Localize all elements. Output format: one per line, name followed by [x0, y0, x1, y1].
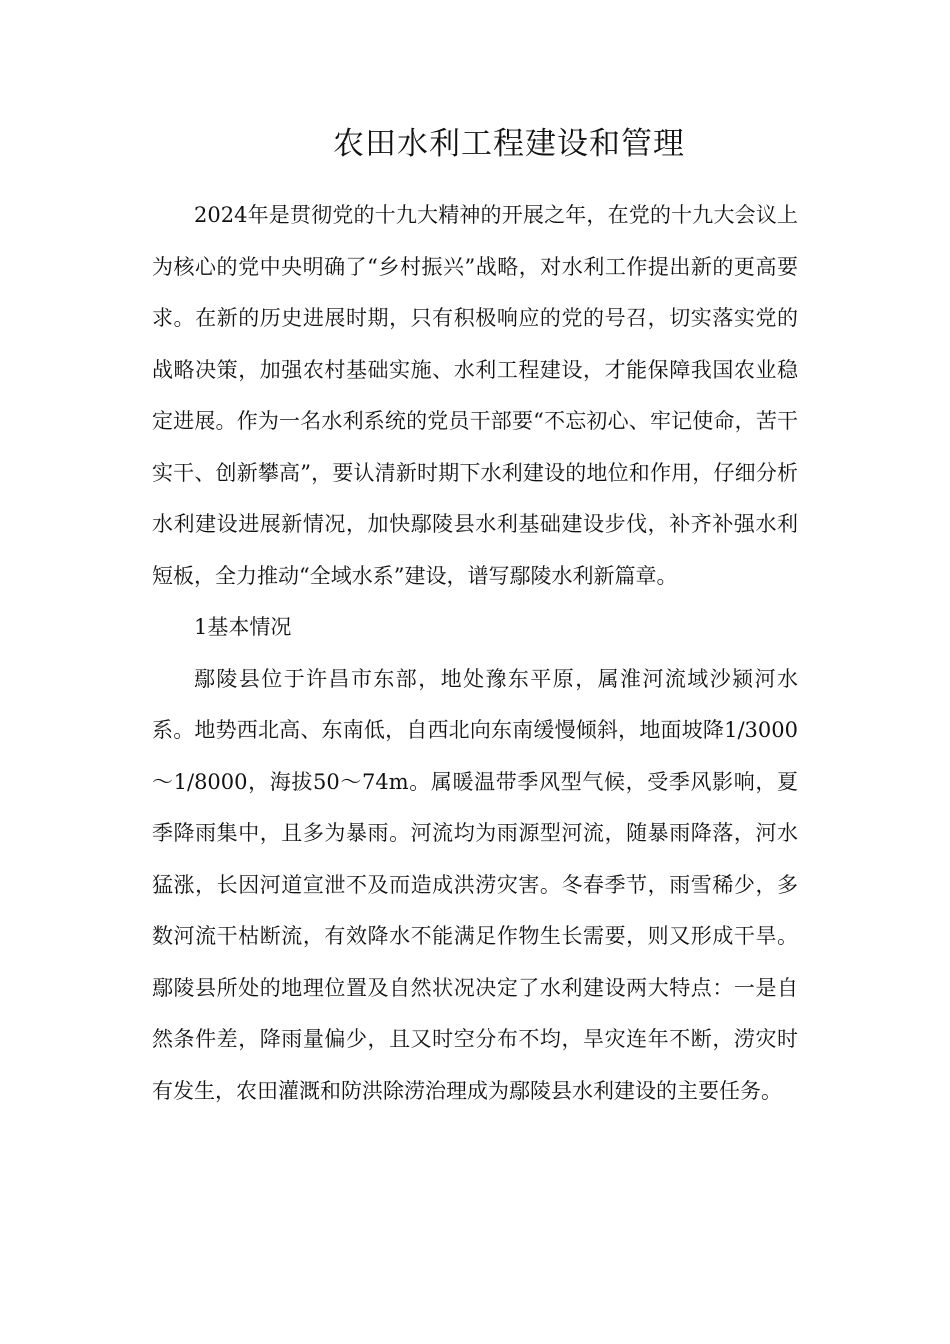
section-heading: 1基本情况 [194, 615, 292, 639]
document-body [152, 190, 798, 1117]
section-paragraph: 鄢陵县位于许昌市东部，地处豫东平原，属淮河流域沙颍河水系。地势西北高、东南低，自西北向东南缓慢倾斜，地面坡降1/3000～1/8000，海拔50～74m。属暖温带季风型气候，受季风影响，夏季降雨集中，且多为暴雨。河流均为雨源型河流，随暴雨降落，河水猛涨，长因河道宣泄不及而造成洪涝灾害。冬春季节，雨雪稀少，多数河流干枯断流，有效降水不能满足作物生长需要，则又形成干旱。鄢陵县所处的地理位置及自然状况决定了水利建设两大特点：一是自然条件差，降雨量偏少，且又时空分布不均，旱灾连年不断，涝灾时有发生，农田灌溉和防洪除涝治理成为鄢陵县水利建设的主要任务。 [152, 666, 798, 1103]
document-title: 农田水利工程建设和管理 [333, 126, 685, 162]
intro-paragraph: 2024年是贯彻党的十九大精神的开展之年，在党的十九大会议上为核心的党中央明确了“乡村振兴”战略，对水利工作提出新的更高要求。在新的历史进展时期，只有积极响应的党的号召，切实落实党的战略决策，加强农村基础实施、水利工程建设，才能保障我国农业稳定进展。作为一名水利系统的党员干部要“不忘初心、牢记使命，苦干实干、创新攀高”，要认清新时期下水利建设的地位和作用，仔细分析水利建设进展新情况，加快鄢陵县水利基础建设步伐，补齐补强水利短板，全力推动“全域水系”建设，谱写鄢陵水利新篇章。 [152, 203, 798, 588]
